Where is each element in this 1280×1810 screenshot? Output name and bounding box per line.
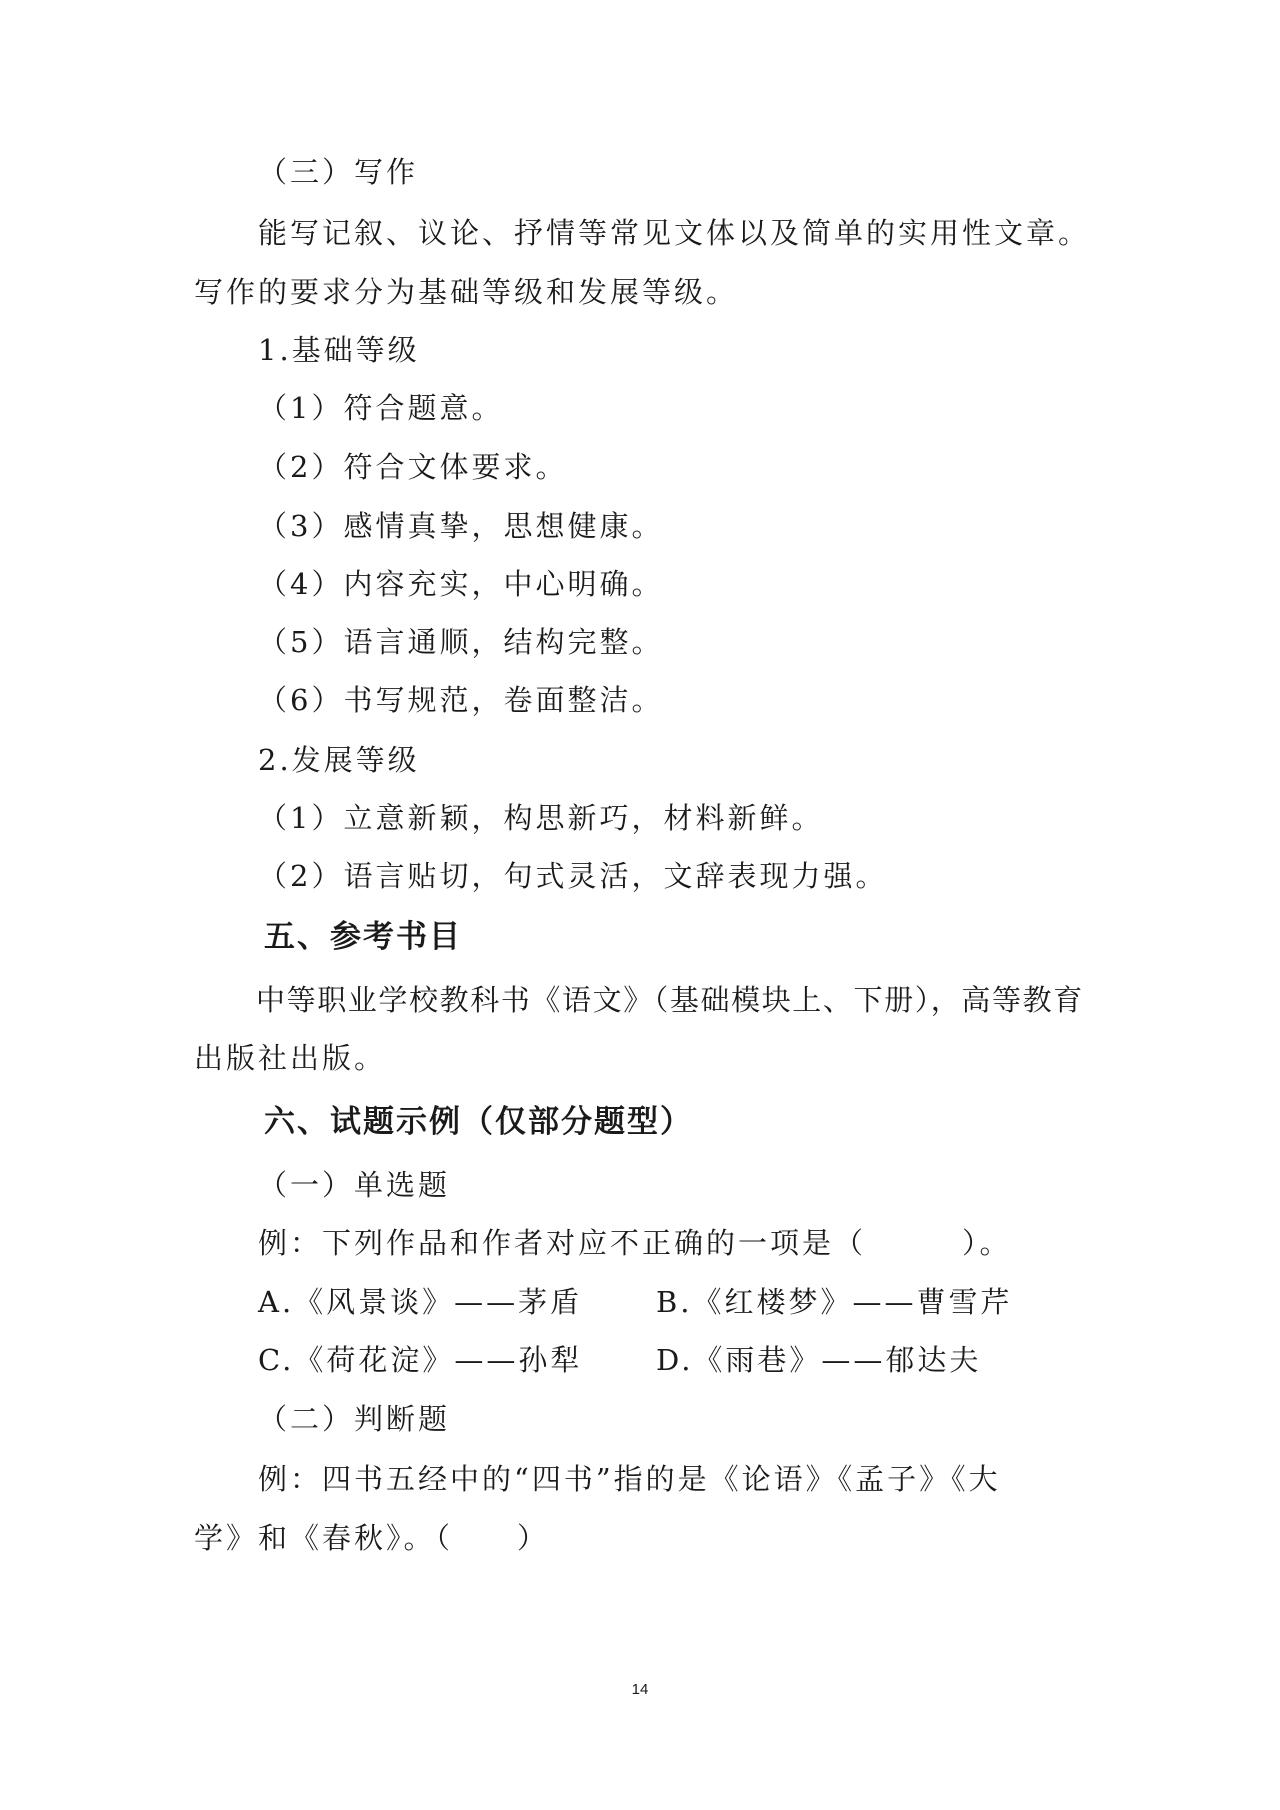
choice-option-d: D.《雨巷》——郁达夫 [656, 1343, 982, 1377]
basic-level-item: （1）符合题意。 [258, 391, 504, 425]
basic-level-item: （6）书写规范，卷面整洁。 [258, 683, 664, 717]
basic-level-item: （2）符合文体要求。 [258, 450, 568, 484]
basic-level-item: （4）内容充实，中心明确。 [258, 567, 664, 601]
basic-level-item: （5）语言通顺，结构完整。 [258, 625, 664, 659]
writing-heading: （三）写作 [258, 155, 419, 189]
section-5-heading: 五、参考书目 [264, 919, 462, 955]
writing-intro-line-2: 写作的要求分为基础等级和发展等级。 [194, 275, 739, 309]
single-choice-heading: （一）单选题 [258, 1168, 451, 1202]
section-6-heading: 六、试题示例（仅部分题型） [264, 1104, 693, 1140]
reference-book-line-2: 出版社出版。 [194, 1041, 387, 1075]
choice-option-a: A.《风景谈》——茅盾 [258, 1285, 583, 1319]
judgment-question-line-1: 例：四书五经中的“四书”指的是《论语》《孟子》《大 [258, 1462, 1001, 1496]
advanced-level-item: （2）语言贴切，句式灵活，文辞表现力强。 [258, 859, 888, 893]
basic-level-item: （3）感情真挚，思想健康。 [258, 509, 664, 543]
advanced-level-item: （1）立意新颖，构思新巧，材料新鲜。 [258, 801, 824, 835]
writing-intro-line-1: 能写记叙、议论、抒情等常见文体以及简单的实用性文章。 [258, 216, 1091, 250]
reference-book-line-1: 中等职业学校教科书《语文》（基础模块上、下册），高等教育 [256, 983, 1084, 1017]
single-choice-question: 例：下列作品和作者对应不正确的一项是（ ）。 [258, 1226, 1012, 1260]
judgment-heading: （二）判断题 [258, 1402, 451, 1436]
page-number: 14 [631, 1681, 649, 1698]
choice-option-b: B.《红楼梦》——曹雪芹 [656, 1285, 1013, 1319]
judgment-question-line-2: 学》和《春秋》。（ ） [194, 1521, 550, 1555]
choice-option-c: C.《荷花淀》——孙犁 [258, 1343, 583, 1377]
basic-level-title: 1.基础等级 [258, 333, 420, 367]
advanced-level-title: 2.发展等级 [258, 743, 420, 777]
